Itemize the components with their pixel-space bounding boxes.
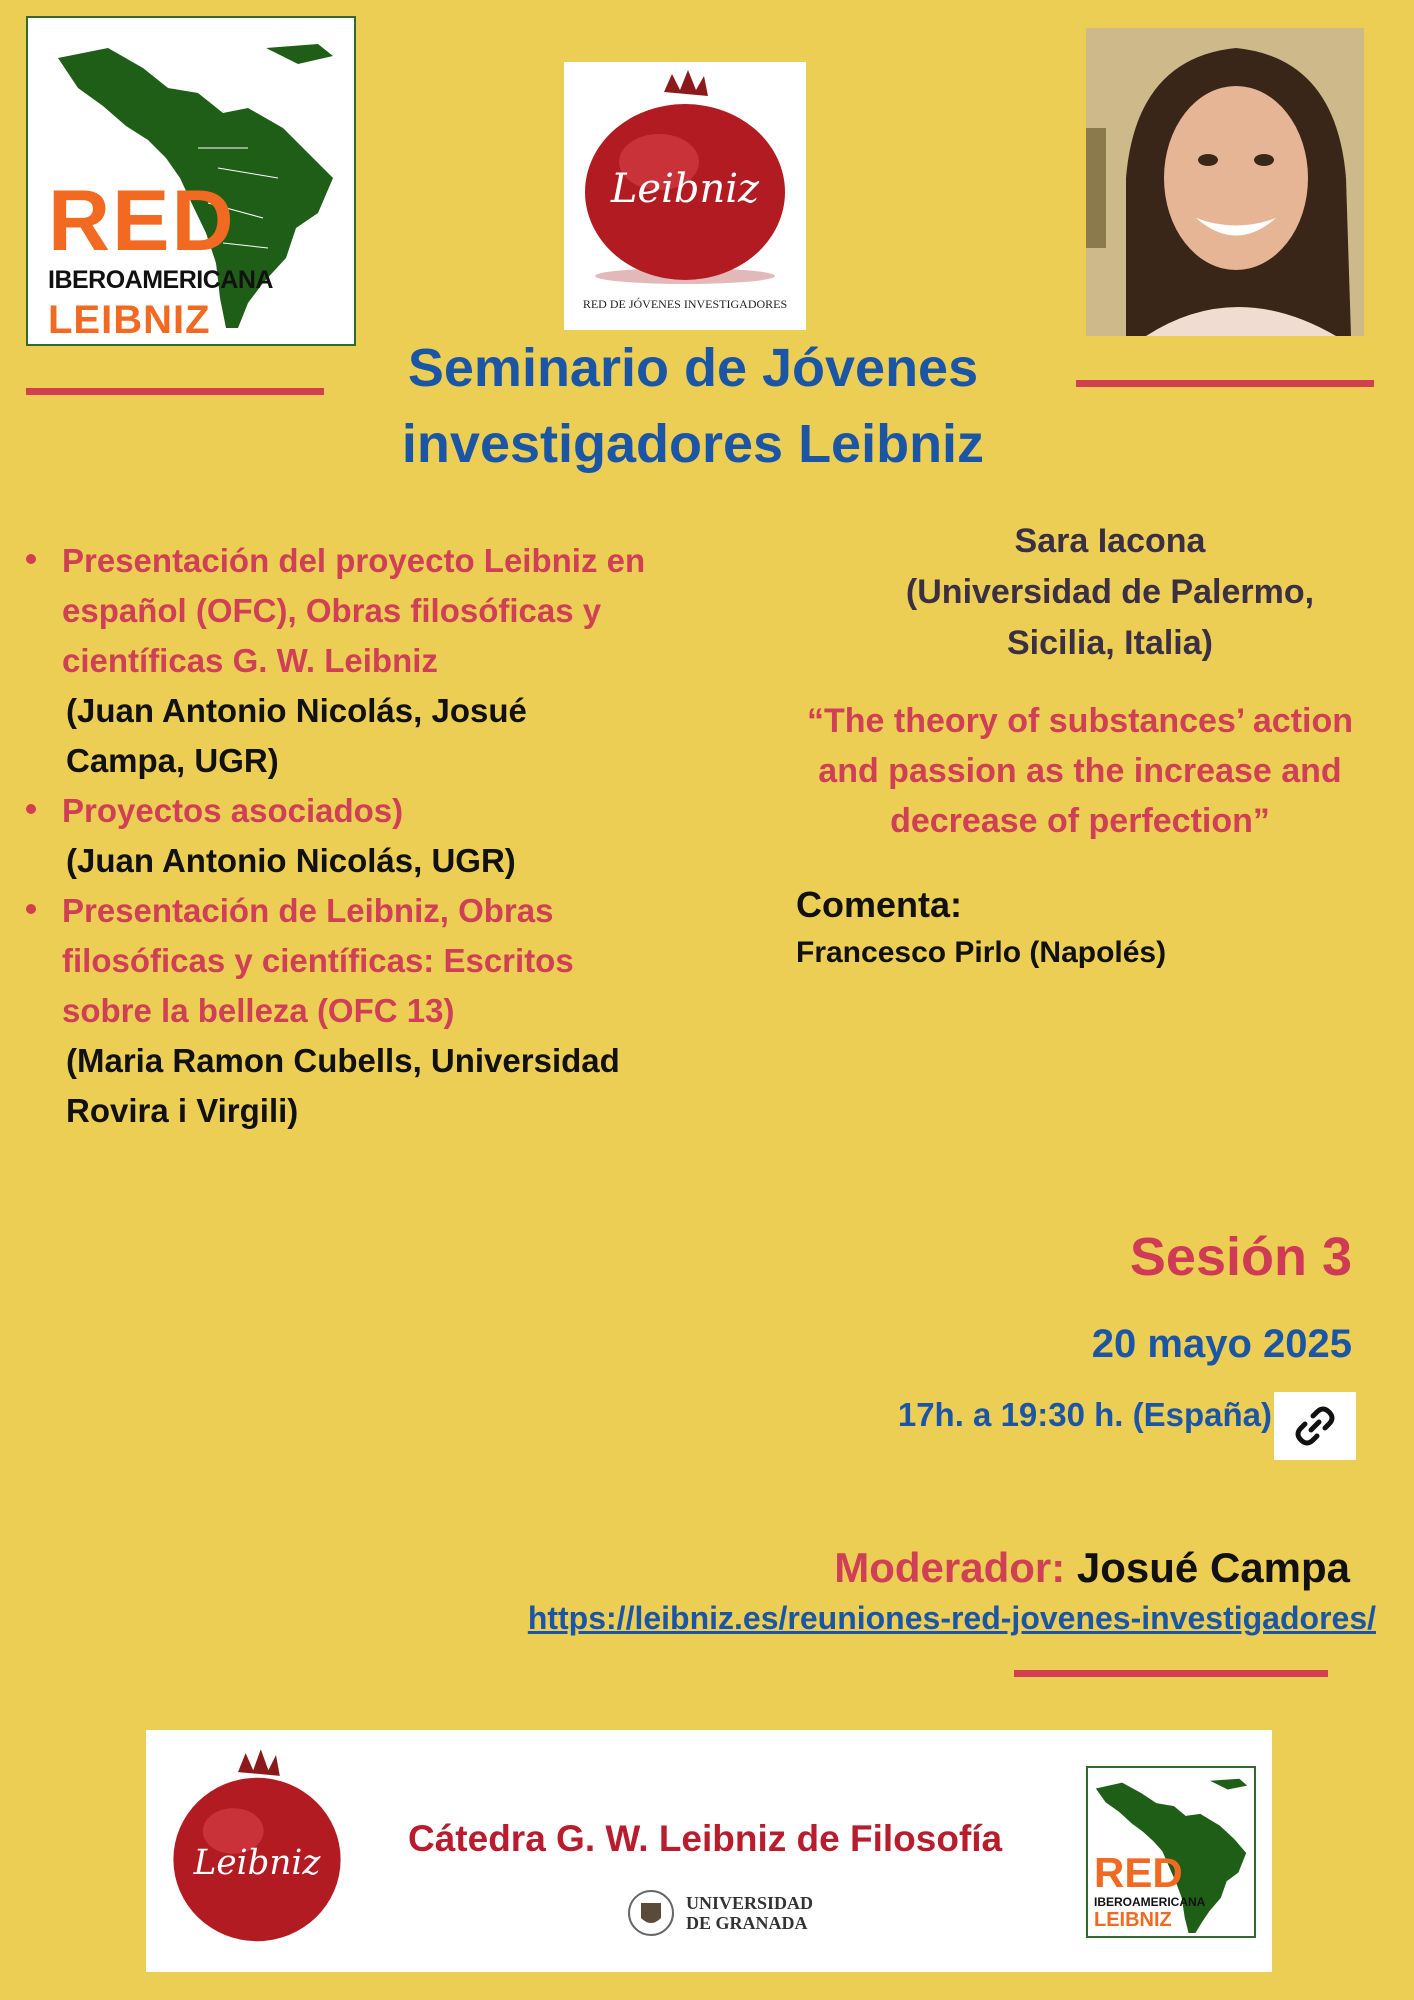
event-url-link[interactable]: https://leibniz.es/reuniones-red-jovenes-investigadores/ bbox=[527, 1600, 1376, 1636]
title-line-2: investigadores Leibniz bbox=[401, 414, 985, 474]
footer-title: Cátedra G. W. Leibniz de Filosofía bbox=[408, 1818, 1003, 1859]
logo-leibniz-word: LEIBNIZ bbox=[48, 298, 211, 342]
agenda-item-title: Proyectos asociados) bbox=[62, 792, 404, 829]
talk-title-line-3: decrease of perfection” bbox=[890, 802, 1270, 840]
red-iberoamericana-logo bbox=[26, 16, 356, 346]
logo-red-word: RED bbox=[48, 173, 236, 269]
talk-title-line-2: and passion as the increase and bbox=[818, 752, 1342, 790]
divider-left bbox=[26, 388, 324, 395]
agenda-item-presenters: (Juan Antonio Nicolás, UGR) bbox=[66, 842, 516, 879]
moderator-label: Moderador: bbox=[834, 1544, 1066, 1591]
title-line-1: Seminario de Jóvenes bbox=[407, 338, 979, 398]
leibniz-young-researchers-logo bbox=[564, 62, 806, 330]
logo-caption: RED DE JÓVENES INVESTIGADORES bbox=[582, 297, 788, 311]
footer-banner bbox=[146, 1730, 1272, 1972]
logo-iberoamericana-word: IBEROAMERICANA bbox=[48, 266, 273, 294]
talk-title bbox=[770, 696, 1390, 846]
commentator-label: Comenta: bbox=[796, 884, 963, 925]
agenda-item bbox=[20, 886, 650, 1136]
session-label: Sesión 3 bbox=[1129, 1227, 1352, 1287]
footer-leibniz-script: Leibniz bbox=[193, 1842, 321, 1883]
speaker-name: Sara Iacona bbox=[1014, 522, 1206, 560]
mini-red-iberoamericana-logo bbox=[1086, 1766, 1256, 1938]
university-logo bbox=[626, 1888, 813, 1938]
session-date: 20 mayo 2025 bbox=[1091, 1322, 1352, 1366]
bullet-icon bbox=[26, 554, 36, 564]
agenda-item-title: Presentación del proyecto Leibniz en español (OFC), Obras filosóficas y científicas G. W. Leibniz bbox=[62, 542, 646, 679]
speaker-portrait-icon bbox=[1086, 28, 1364, 336]
meeting-link-button[interactable] bbox=[1274, 1392, 1356, 1460]
university-name-1: UNIVERSIDAD bbox=[686, 1893, 814, 1913]
agenda-item-presenters: (Juan Antonio Nicolás, Josué Campa, UGR) bbox=[66, 692, 527, 779]
speaker-block bbox=[840, 516, 1380, 669]
agenda-list bbox=[20, 536, 650, 1136]
divider-bottom bbox=[1014, 1670, 1328, 1677]
speaker-affiliation-2: Sicilia, Italia) bbox=[1007, 624, 1213, 662]
agenda-item bbox=[20, 536, 650, 786]
talk-title-line-1: “The theory of substances’ action bbox=[806, 702, 1353, 740]
agenda-item-presenters: (Maria Ramon Cubells, Universidad Rovira i Virgili) bbox=[66, 1042, 620, 1129]
pomegranate-icon bbox=[564, 62, 806, 330]
mini-logo-iberoamericana-word: IBEROAMERICANA bbox=[1094, 1895, 1206, 1909]
commentator-name: Francesco Pirlo (Napolés) bbox=[796, 936, 1167, 969]
pomegranate-icon bbox=[162, 1740, 352, 1960]
leibniz-script-text: Leibniz bbox=[610, 166, 760, 212]
agenda-item bbox=[20, 786, 650, 886]
divider-right bbox=[1076, 380, 1374, 387]
bullet-icon bbox=[26, 804, 36, 814]
university-seal-icon bbox=[626, 1888, 676, 1938]
link-icon bbox=[1291, 1402, 1339, 1450]
bullet-icon bbox=[26, 904, 36, 914]
moderator-name: Josué Campa bbox=[1076, 1544, 1350, 1591]
moderator-line bbox=[760, 1544, 1350, 1592]
university-name-2: DE GRANADA bbox=[686, 1913, 808, 1933]
session-time: 17h. a 19:30 h. (España) bbox=[897, 1396, 1272, 1433]
speaker-affiliation-1: (Universidad de Palermo, bbox=[905, 573, 1315, 611]
mini-logo-red-word: RED bbox=[1094, 1849, 1183, 1896]
page-title bbox=[330, 330, 1056, 482]
mini-logo-leibniz-word: LEIBNIZ bbox=[1094, 1909, 1172, 1931]
speaker-photo bbox=[1086, 28, 1364, 336]
agenda-item-title: Presentación de Leibniz, Obras filosóficas y científicas: Escritos sobre la belleza (OFC 13) bbox=[62, 892, 574, 1029]
